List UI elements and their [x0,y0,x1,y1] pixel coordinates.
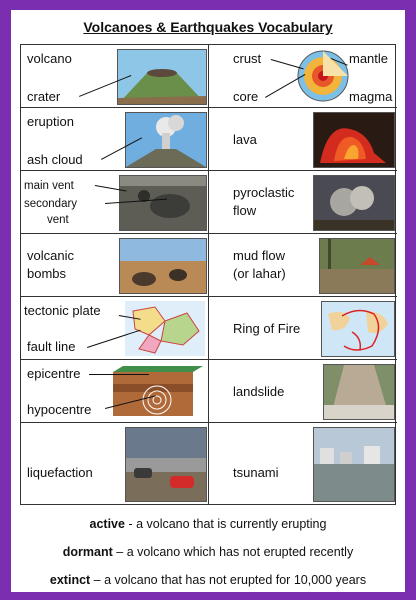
term-hypocentre: hypocentre [27,402,92,417]
cell-plate [21,297,209,360]
term-tectonic-plate: tectonic plate [24,303,101,318]
term-magma: magma [349,89,393,104]
cell-liquefaction [21,423,209,505]
term-crust: crust [233,51,262,66]
term-volcano: volcano [27,51,72,66]
term-pyroclastic: pyroclastic [233,185,295,200]
term-volcanic: volcanic [27,248,74,263]
term-epicentre: epicentre [27,366,81,381]
definition-active [11,510,405,538]
vents-aerial-photo [119,175,207,231]
term-core: core [233,89,259,104]
volcanic-bombs-photo [119,238,207,294]
vocabulary-sheet [11,10,405,592]
cell-tsunami [209,423,397,505]
definition-text-extinct: a volcano that has not erupted for 10,000 years [104,573,367,587]
term-mud-flow: mud flow [233,248,286,263]
definition-term-active: active [89,517,125,531]
cell-mudflow [209,234,397,297]
pyroclastic-photo [313,175,395,231]
term-vent: vent [47,214,69,226]
cell-pyroclastic [209,171,397,234]
term-lava: lava [233,132,257,147]
cell-volcano [21,45,209,108]
term-liquefaction: liquefaction [27,465,93,480]
definitions [11,510,405,594]
definition-dormant [11,538,405,566]
definition-separator: – [90,573,105,587]
definition-separator: – [112,545,127,559]
ring-of-fire-map [321,301,395,357]
earthquake-diagram [109,364,205,420]
definition-term-extinct: extinct [49,573,91,587]
cell-vents [21,171,209,234]
epicentre-pointer-line [89,374,149,375]
term-eruption: eruption [27,114,74,129]
term-ring-of-fire: Ring of Fire [233,321,301,336]
cell-landslide [209,360,397,423]
definition-text-dormant: a volcano which has not erupted recently [126,545,354,559]
term-fault-line: fault line [27,339,76,354]
cell-epicentre [21,360,209,423]
liquefaction-photo [125,427,207,502]
landslide-photo [323,364,395,420]
cell-crust [209,45,397,108]
term-ash-cloud: ash cloud [27,152,83,167]
term-bombs: bombs [27,266,67,281]
term-or-lahar: (or lahar) [233,266,286,281]
term-crater: crater [27,89,61,104]
definition-text-active: a volcano that is currently erupting [136,517,327,531]
term-main-vent: main vent [24,180,74,192]
cell-lava [209,108,397,171]
mud-flow-photo [319,238,395,294]
cell-bombs [21,234,209,297]
term-landslide: landslide [233,384,285,399]
cell-eruption [21,108,209,171]
term-tsunami: tsunami [233,465,279,480]
cell-ring-of-fire [209,297,397,360]
lava-photo [313,112,395,168]
earth-layers-diagram [297,48,349,104]
term-mantle: mantle [349,51,389,66]
tectonic-map [125,301,205,356]
term-secondary: secondary [24,198,78,210]
definition-extinct [11,566,405,594]
definition-separator: - [124,517,137,531]
page-title: Volcanoes & Earthquakes Vocabulary [83,19,333,35]
tsunami-photo [313,427,395,502]
definition-term-dormant: dormant [62,545,113,559]
vocabulary-grid [20,44,396,505]
volcano-photo [117,49,207,105]
term-flow: flow [233,203,257,218]
